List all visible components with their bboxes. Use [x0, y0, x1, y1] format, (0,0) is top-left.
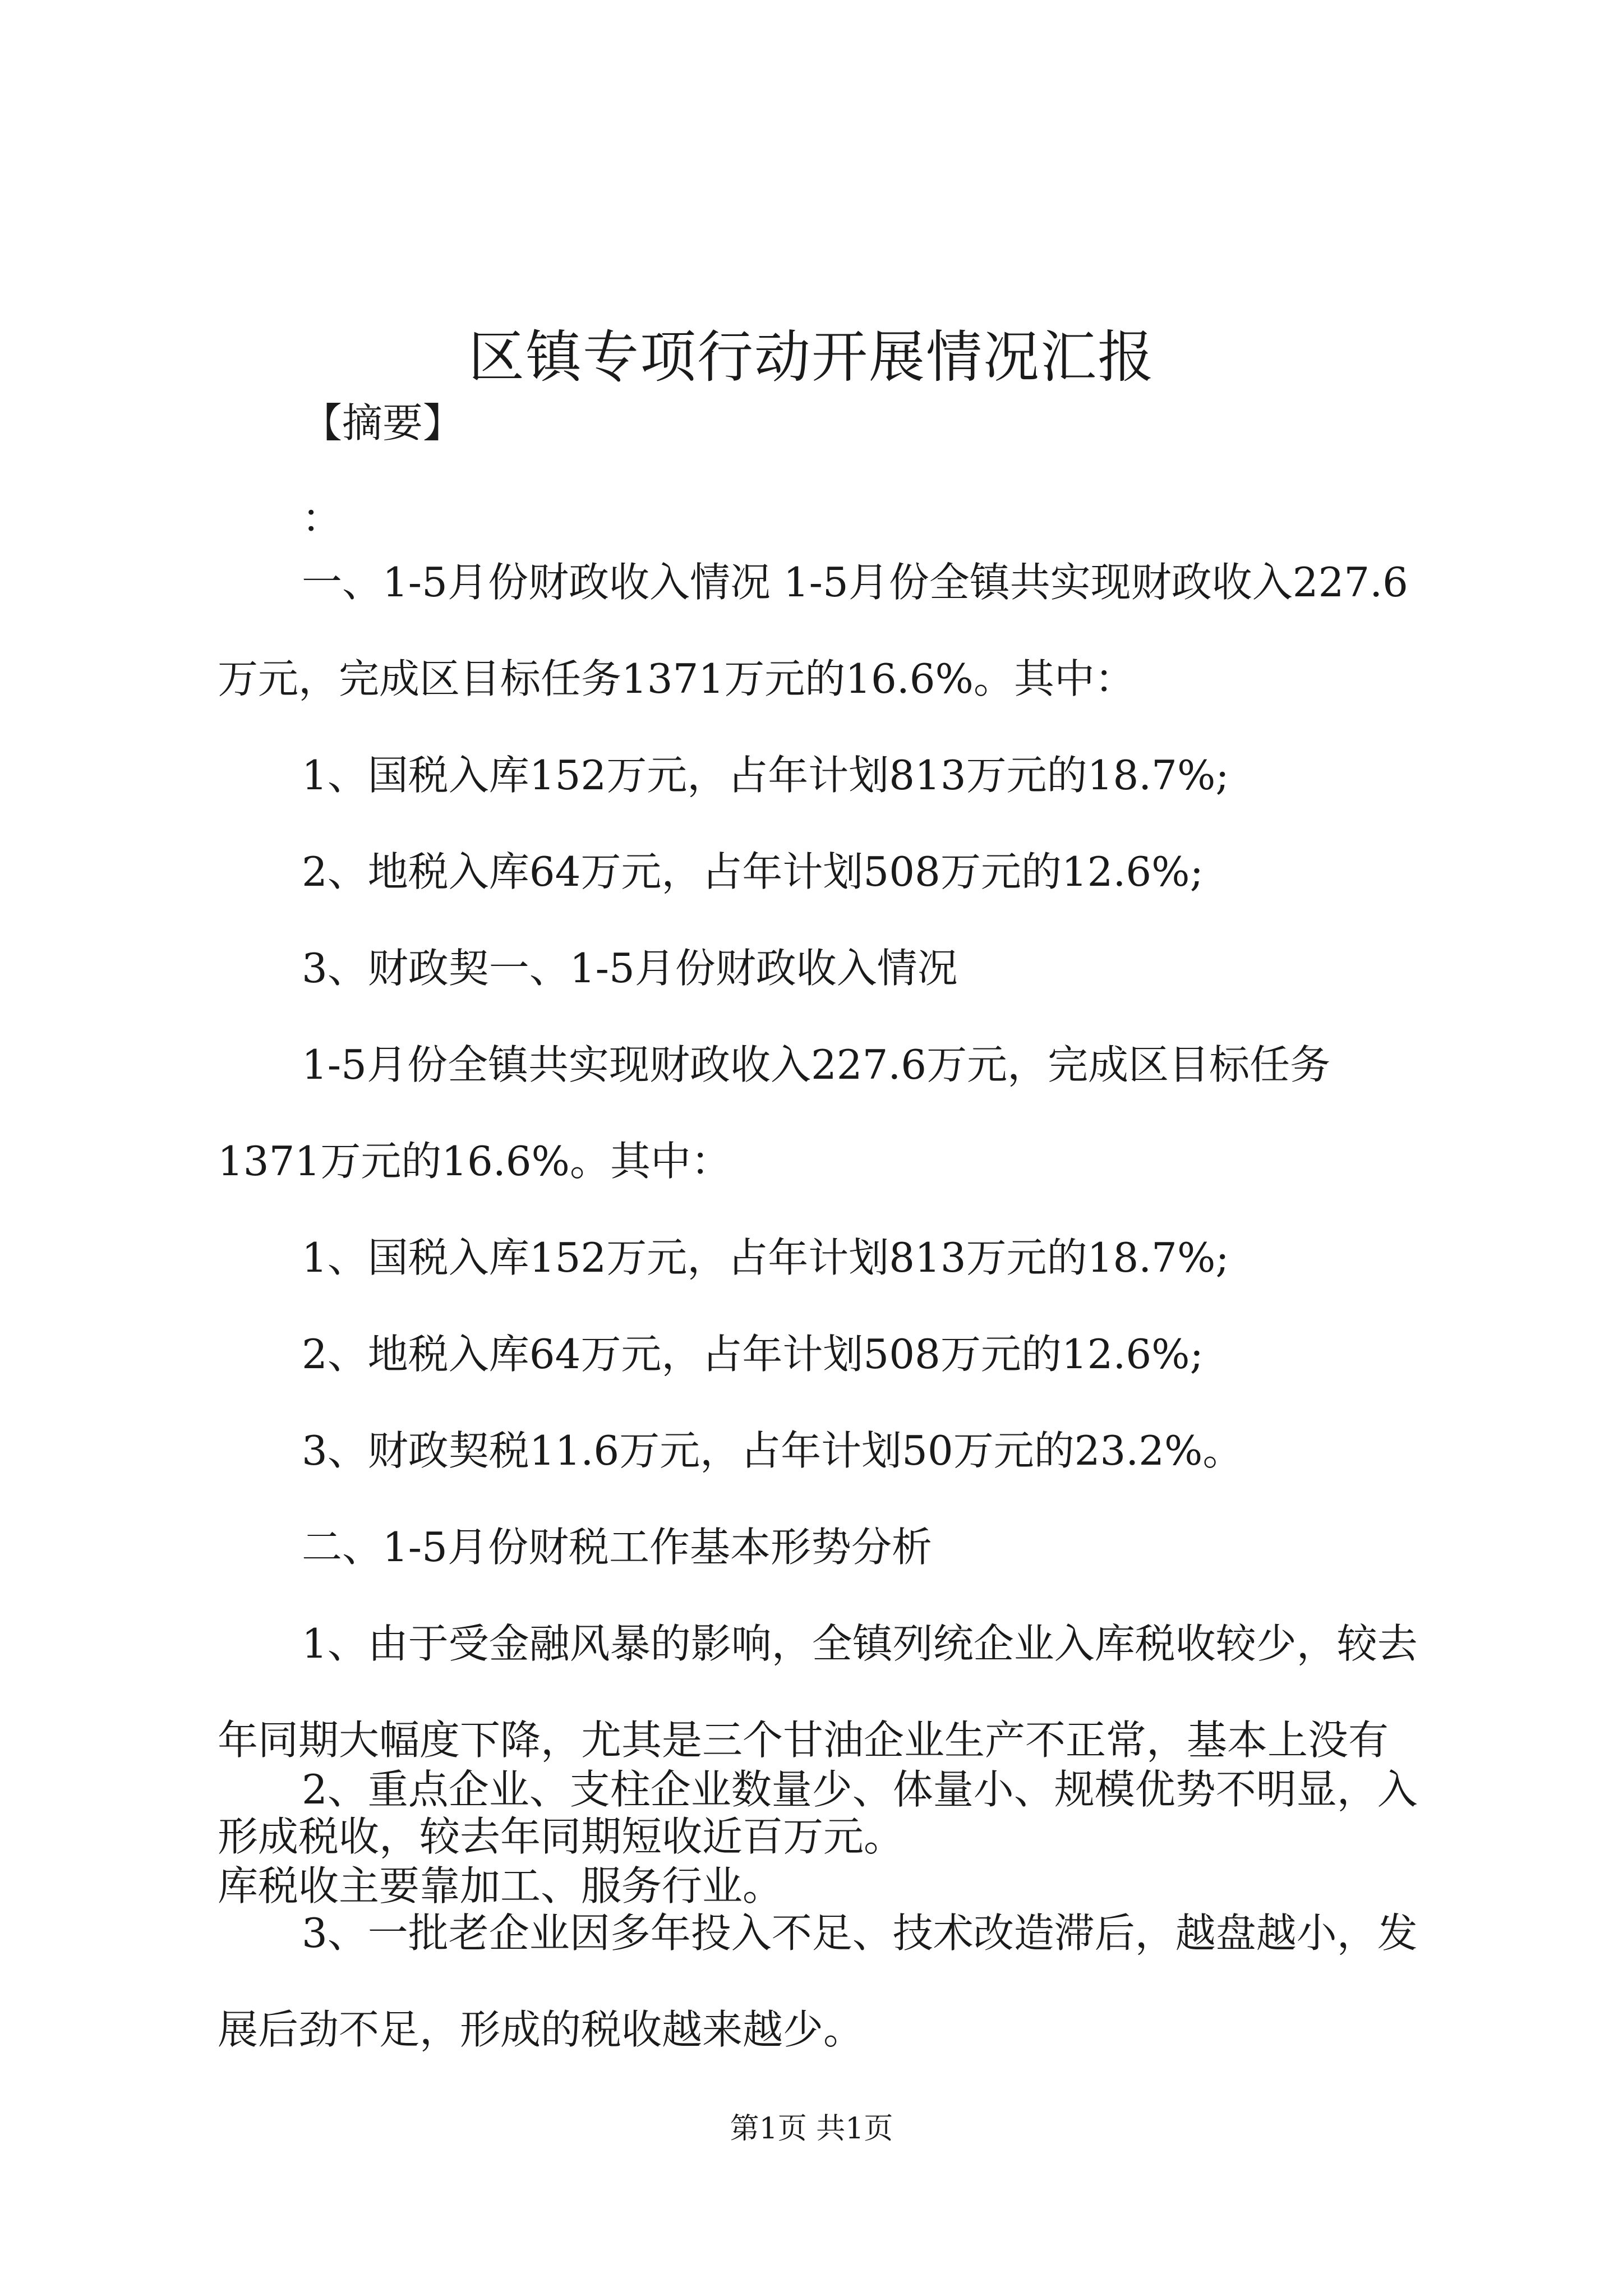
page-footer: 第1页 共1页	[730, 2112, 893, 2146]
paragraph: 2、地税入库64万元，占年计划508万元的12.6%;	[302, 848, 1204, 895]
paragraph: 2、地税入库64万元，占年计划508万元的12.6%;	[302, 1331, 1204, 1378]
abstract-colon: ：	[302, 495, 343, 542]
section-heading: 二、1-5月份财税工作基本形势分析	[302, 1524, 932, 1571]
paragraph: 1、国税入库152万元，占年计划813万元的18.7%;	[302, 752, 1229, 799]
paragraph: 3、财政契一、1-5月份财政收入情况	[302, 945, 958, 992]
paragraph: 一、1-5月份财政收入情况 1-5月份全镇共实现财政收入227.6万元，完成区目标任务1371万元的16.6%。其中：	[218, 559, 1408, 702]
paragraph: 2、重点企业、支柱企业数量少、体量小、规模优势不明显，入库税收主要靠加工、服务行业。	[218, 1766, 1418, 1910]
paragraph: 1、由于受金融风暴的影响，全镇列统企业入库税收较少，较去年同期大幅度下降，尤其是三个甘油企业生产不正常，基本上没有形成税收，较去年同期短收近百万元。	[218, 1620, 1418, 1860]
paragraph: 3、财政契税11.6万元，占年计划50万元的23.2%。	[302, 1427, 1243, 1474]
paragraph: 1-5月份全镇共实现财政收入227.6万元，完成区目标任务1371万元的16.6%。其中：	[218, 1041, 1331, 1185]
paragraph: 1、国税入库152万元，占年计划813万元的18.7%;	[302, 1234, 1229, 1281]
abstract-label: 【摘要】	[302, 399, 464, 447]
document-title: 区镇专项行动开展情况汇报	[468, 324, 1155, 390]
paragraph: 3、一批老企业因多年投入不足、技术改造滞后，越盘越小，发展后劲不足，形成的税收越来越少。	[218, 1910, 1418, 2053]
